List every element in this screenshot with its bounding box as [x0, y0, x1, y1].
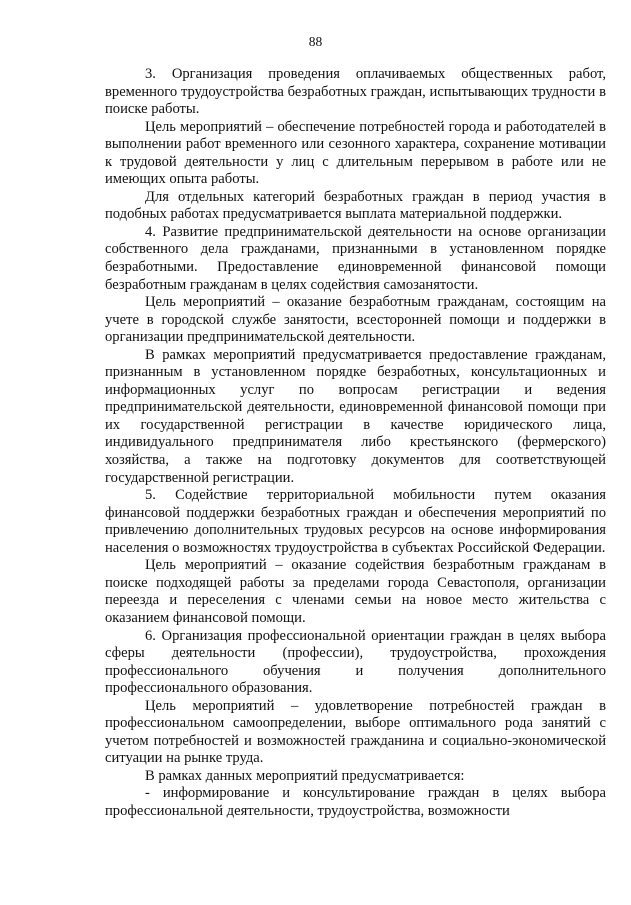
paragraph: Цель мероприятий – обеспечение потребностей города и работодателей в выполнении работ временного или сезонного характера, сохранение мотивации к трудовой деятельности у лиц с длительным перерывом в работе или не имеющих опыта работы. [105, 118, 606, 188]
body-text [105, 66, 606, 821]
paragraph: В рамках данных мероприятий предусматривается: [145, 767, 465, 784]
paragraph: Для отдельных категорий безработных граждан в период участия в подобных работах предусматривается выплата материальной поддержки. [105, 188, 606, 223]
page-number: 88 [308, 34, 323, 49]
paragraph: 4. Развитие предпринимательской деятельности на основе организации собственного дела гражданами, признанными в установленном порядке безработными. Предоставление единовременной финансовой помощи безработным гражданам в целях содействия самозанятости. [105, 223, 606, 293]
paragraph: Цель мероприятий – удовлетворение потребностей граждан в профессиональном самоопределении, выборе оптимального рода занятий с учетом потребностей и возможностей гражданина и социально-экономической ситуации на рынке труда. [105, 697, 606, 767]
paragraph: 3. Организация проведения оплачиваемых общественных работ, временного трудоустройства безработных граждан, испытывающих трудности в поиске работы. [105, 66, 606, 118]
paragraph: Цель мероприятий – оказание содействия безработным гражданам в поиске подходящей работы за пределами города Севастополя, организации переезда и переселения с членами семьи на новое место жительства с оказанием финансовой помощи. [105, 557, 606, 626]
paragraph: В рамках мероприятий предусматривается предоставление гражданам, признанным в установленном порядке безработных, консультационных и информационных услуг по вопросам регистрации и ведения предпринимательской деятельности, единовременной финансовой помощи при их государственной регистрации в качестве юридического лица, индивидуального предпринимателя либо крестьянского (фермерского) хозяйства, а также на подготовку документов для соответствующей государственной регистрации. [105, 346, 606, 486]
paragraph: - информирование и консультирование граждан в целях выбора профессиональной деятельности, трудоустройства, возможности [105, 785, 606, 819]
paragraph: 6. Организация профессиональной ориентации граждан в целях выбора сферы деятельности (профессии), трудоустройства, прохождения профессионального обучения и получения дополнительного профессионального образования. [105, 627, 606, 697]
paragraph: 5. Содействие территориальной мобильности путем оказания финансовой поддержки безработных граждан и обеспечения мероприятий по привлечению дополнительных трудовых ресурсов на основе информирования населения о возможностях трудоустройства в субъектах Российской Федерации. [105, 487, 606, 556]
paragraph: Цель мероприятий – оказание безработным гражданам, состоящим на учете в городской службе занятости, всесторонней помощи и поддержки в организации предпринимательской деятельности. [105, 294, 606, 346]
